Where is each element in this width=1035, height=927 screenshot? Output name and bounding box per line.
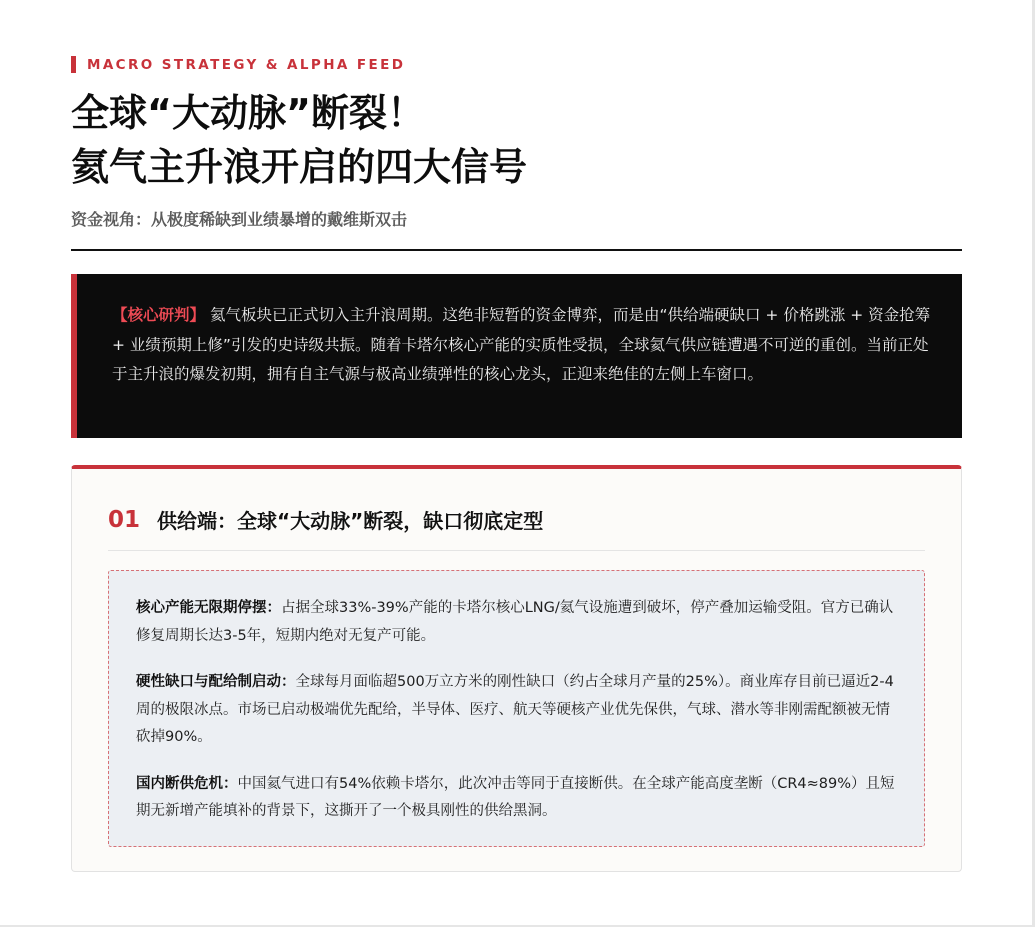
- header-divider: [71, 249, 962, 251]
- kicker-label: MACRO STRATEGY & ALPHA FEED: [87, 56, 406, 73]
- list-item-label: 核心产能无限期停摆：: [136, 600, 281, 616]
- kicker-accent-bar: [71, 56, 76, 73]
- kicker: [71, 56, 405, 73]
- section-divider: [108, 550, 925, 551]
- list-item-text: 占据全球33%-39%产能的卡塔尔核心LNG/氦气设施遭到破坏，停产叠加运输受阻。官方已确认修复周期长达3-5年，短期内绝对无复产可能。: [136, 600, 894, 644]
- core-judgment-box: [71, 274, 962, 438]
- section-card-01: [71, 465, 962, 872]
- list-item-text: 中国氦气进口有54%依赖卡塔尔，此次冲击等同于直接断供。在全球产能高度垄断（CR4≈89%）且短期无新增产能填补的背景下，这撕开了一个极具刚性的供给黑洞。: [136, 775, 895, 819]
- core-judgment-tag: 【核心研判】: [112, 306, 206, 324]
- list-item: [136, 771, 897, 826]
- section-title: 供给端：全球“大动脉”断裂，缺口彻底定型: [157, 509, 544, 533]
- list-item-label: 硬性缺口与配给制启动：: [136, 674, 296, 690]
- list-item: [136, 669, 897, 752]
- list-item-text: 全球每月面临超500万立方米的刚性缺口（约占全球月产量的25%）。商业库存目前已逼近2-4周的极限冰点。市场已启动极端优先配给，半导体、医疗、航天等硬核产业优先保供，气球、潜水等非刚需配额被无情砍掉90%。: [136, 674, 894, 745]
- page-subtitle: 资金视角：从极度稀缺到业绩暴增的戴维斯双击: [71, 210, 408, 229]
- section-heading: [108, 505, 543, 534]
- page-title-line-1: 全球“大动脉”断裂！: [71, 91, 425, 135]
- core-judgment-text: 氦气板块已正式切入主升浪周期。这绝非短暂的资金博弈，而是由“供给端硬缺口 + 价格跳涨 + 资金抢筹 + 业绩预期上修”引发的史诗级共振。随着卡塔尔核心产能的实质性受损，全球氦气供应链遭遇不可逆的重创。当前正处于主升浪的爆发初期，拥有自主气源与极高业绩弹性的核心龙头，正迎来绝佳的左侧上车窗口。: [112, 306, 931, 383]
- section-number: 01: [108, 506, 141, 533]
- page-title-line-2: 氦气主升浪开启的四大信号: [71, 145, 528, 189]
- list-item-label: 国内断供危机：: [136, 775, 238, 792]
- supply-detail-box: [108, 570, 925, 847]
- page-title: [71, 86, 527, 194]
- list-item: [136, 595, 897, 650]
- core-judgment-paragraph: [112, 301, 934, 390]
